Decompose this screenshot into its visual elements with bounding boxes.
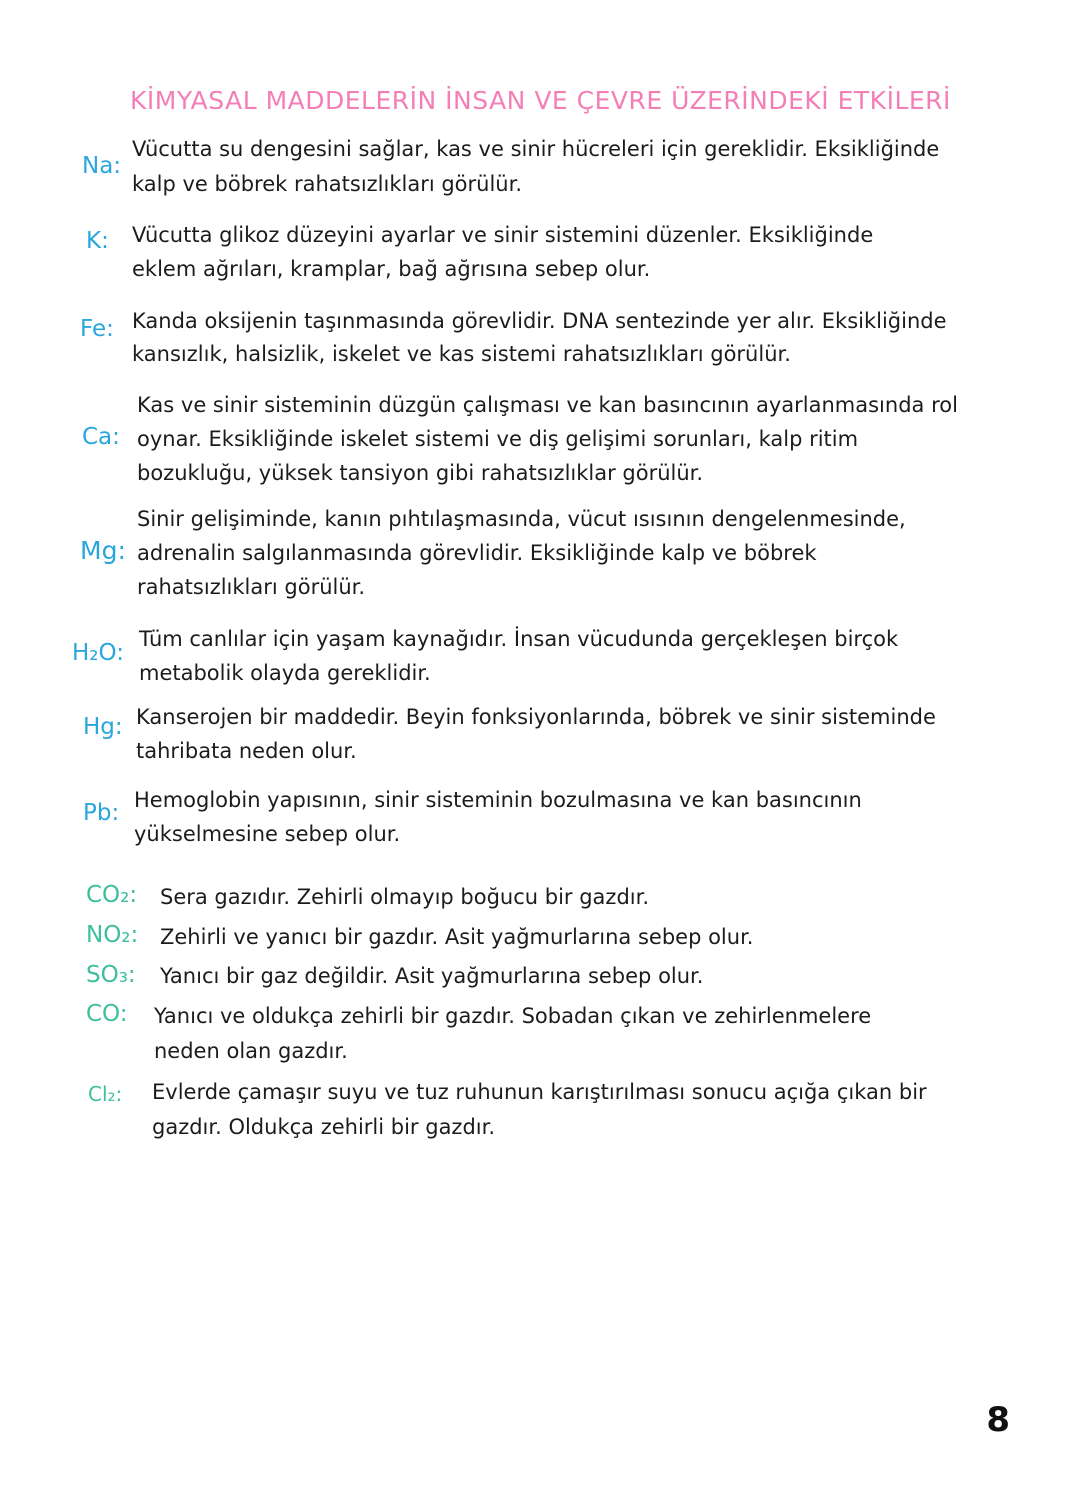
page-number: 8 bbox=[986, 1400, 1010, 1440]
entry-no2-line-1: Zehirli ve yanıcı bir gazdır. Asit yağmurlarına sebep olur. bbox=[160, 925, 754, 949]
entry-fe-line-2: kansızlık, halsizlik, iskelet ve kas sistemi rahatsızlıkları görülür. bbox=[132, 342, 791, 366]
symbol-h2o: H₂O: bbox=[72, 640, 124, 666]
symbol-so3: SO₃: bbox=[86, 962, 136, 988]
entry-co-line-2: neden olan gazdır. bbox=[154, 1039, 348, 1063]
entry-mg-line-3: rahatsızlıkları görülür. bbox=[137, 575, 366, 599]
entry-fe-line-1: Kanda oksijenin taşınmasında görevlidir. DNA sentezinde yer alır. Eksikliğinde bbox=[132, 309, 947, 333]
symbol-no2: NO₂: bbox=[86, 922, 139, 948]
entry-mg-line-1: Sinir gelişiminde, kanın pıhtılaşmasında, vücut ısısının dengelenmesinde, bbox=[137, 507, 906, 531]
entry-ca-line-2: oynar. Eksikliğinde iskelet sistemi ve diş gelişimi sorunları, kalp ritim bbox=[137, 427, 859, 451]
entry-k-line-2: eklem ağrıları, kramplar, bağ ağrısına sebep olur. bbox=[132, 257, 651, 281]
entry-co2-line-1: Sera gazıdır. Zehirli olmayıp boğucu bir gazdır. bbox=[160, 885, 649, 909]
entry-na-line-1: Vücutta su dengesini sağlar, kas ve sinir hücreleri için gereklidir. Eksikliğinde bbox=[132, 137, 940, 161]
symbol-mg: Mg: bbox=[80, 536, 126, 565]
entry-so3-line-1: Yanıcı bir gaz değildir. Asit yağmurlarına sebep olur. bbox=[160, 964, 704, 988]
symbol-pb: Pb: bbox=[83, 800, 120, 826]
entry-hg-line-1: Kanserojen bir maddedir. Beyin fonksiyonlarında, böbrek ve sinir sisteminde bbox=[136, 705, 936, 729]
page-title: KİMYASAL MADDELERİN İNSAN VE ÇEVRE ÜZERİNDEKİ ETKİLERİ bbox=[130, 86, 951, 115]
symbol-na: Na: bbox=[82, 153, 122, 179]
entry-k-line-1: Vücutta glikoz düzeyini ayarlar ve sinir sistemini düzenler. Eksikliğinde bbox=[132, 223, 874, 247]
symbol-ca: Ca: bbox=[82, 424, 120, 450]
entry-co-line-1: Yanıcı ve oldukça zehirli bir gazdır. Sobadan çıkan ve zehirlenmelere bbox=[154, 1004, 872, 1028]
symbol-cl2: Cl₂: bbox=[88, 1082, 123, 1106]
entry-pb-line-1: Hemoglobin yapısının, sinir sisteminin bozulmasına ve kan basıncının bbox=[134, 788, 862, 812]
symbol-k: K: bbox=[86, 228, 109, 254]
entry-cl2-line-1: Evlerde çamaşır suyu ve tuz ruhunun karıştırılması sonucu açığa çıkan bir bbox=[152, 1080, 927, 1104]
entry-na-line-2: kalp ve böbrek rahatsızlıkları görülür. bbox=[132, 172, 522, 196]
entry-ca-line-3: bozukluğu, yüksek tansiyon gibi rahatsızlıklar görülür. bbox=[137, 461, 704, 485]
symbol-fe: Fe: bbox=[80, 316, 114, 342]
entry-cl2-line-2: gazdır. Oldukça zehirli bir gazdır. bbox=[152, 1115, 496, 1139]
symbol-hg: Hg: bbox=[83, 714, 123, 740]
entry-hg-line-2: tahribata neden olur. bbox=[136, 739, 357, 763]
entry-h2o-line-1: Tüm canlılar için yaşam kaynağıdır. İnsan vücudunda gerçekleşen birçok bbox=[139, 627, 899, 651]
entry-h2o-line-2: metabolik olayda gereklidir. bbox=[139, 661, 431, 685]
entry-pb-line-2: yükselmesine sebep olur. bbox=[134, 822, 401, 846]
symbol-co: CO: bbox=[86, 1001, 128, 1027]
symbol-co2: CO₂: bbox=[86, 882, 138, 908]
entry-mg-line-2: adrenalin salgılanmasında görevlidir. Eksikliğinde kalp ve böbrek bbox=[137, 541, 817, 565]
entry-ca-line-1: Kas ve sinir sisteminin düzgün çalışması ve kan basıncının ayarlanmasında rol bbox=[137, 393, 958, 417]
